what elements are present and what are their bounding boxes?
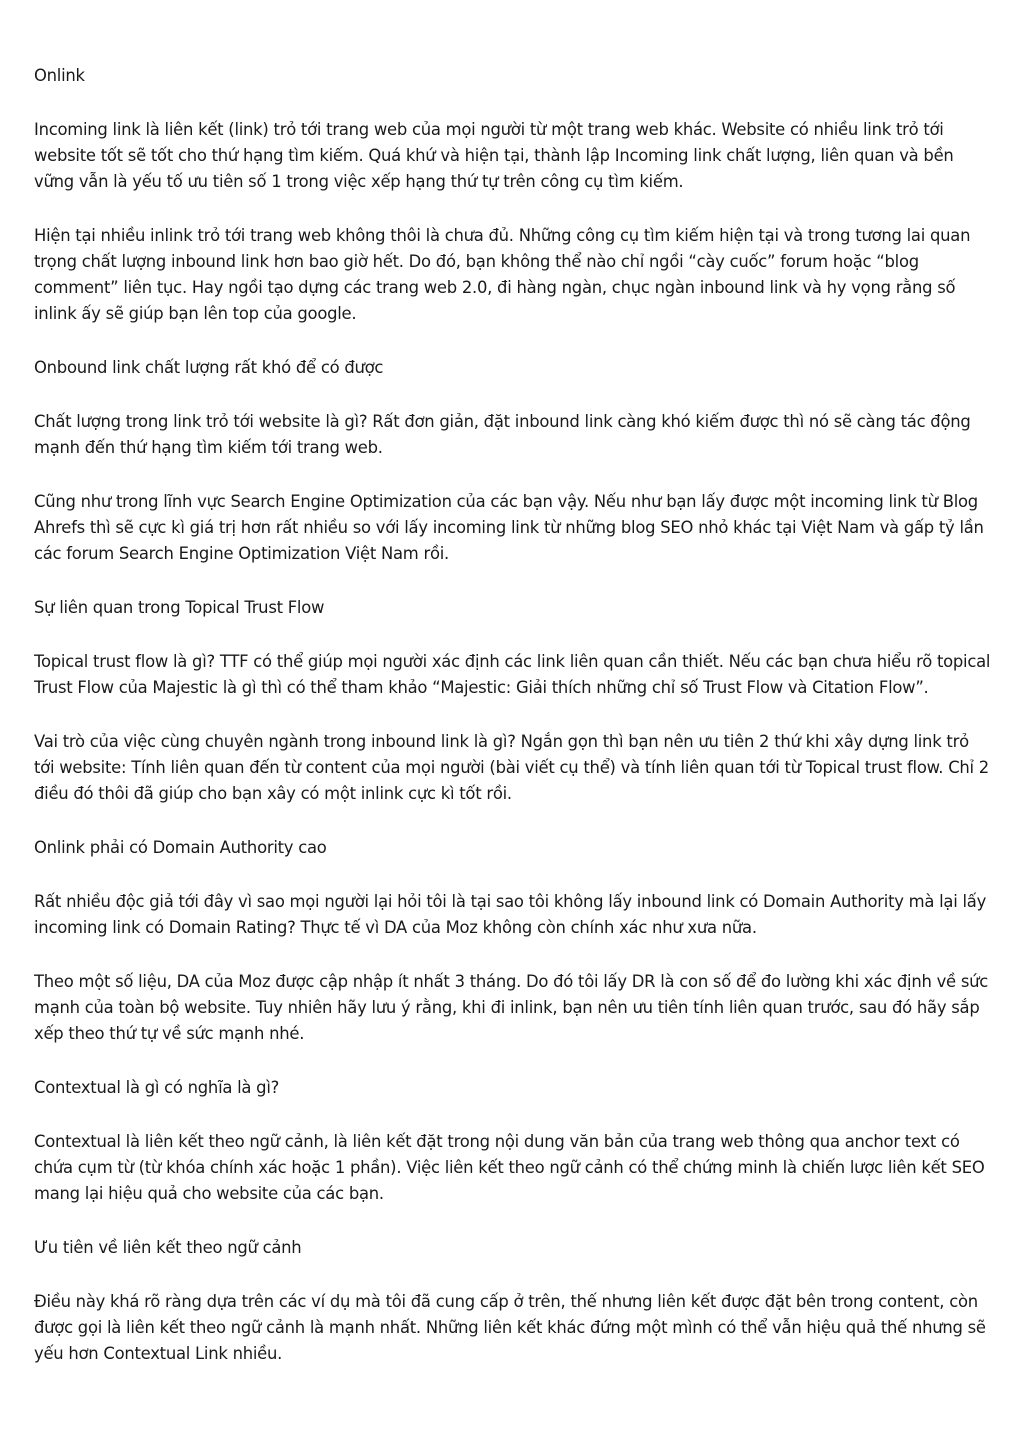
paragraph: Điều này khá rõ ràng dựa trên các ví dụ mà tôi đã cung cấp ở trên, thế nhưng liên kết được đặt bên trong content, còn được gọi là liên kết theo ngữ cảnh là mạnh nhất. Những liên kết khác đứng một mình có thể vẫn hiệu quả thế nhưng sẽ yếu hơn Contextual Link nhiều.: [34, 1292, 986, 1363]
paragraph: Theo một số liệu, DA của Moz được cập nhập ít nhất 3 tháng. Do đó tôi lấy DR là con số để đo lường khi xác định về sức mạnh của toàn bộ website. Tuy nhiên hãy lưu ý rằng, khi đi inlink, bạn nên ưu tiên tính liên quan trước, sau đó hãy sắp xếp theo thứ tự về sức mạnh nhé.: [34, 972, 989, 1043]
section-heading-contextual-priority: Ưu tiên về liên kết theo ngữ cảnh: [34, 1238, 302, 1257]
paragraph: Vai trò của việc cùng chuyên ngành trong inbound link là gì? Ngắn gọn thì bạn nên ưu tiên 2 thứ khi xây dựng link trỏ tới website: Tính liên quan đến từ content của mọi người (bài viết cụ thể) và tính liên quan tới từ Topical trust flow. Chỉ 2 điều đó thôi đã giúp cho bạn xây có một inlink cực kì tốt rồi.: [34, 732, 989, 803]
section-heading-topical-trust-flow: Sự liên quan trong Topical Trust Flow: [34, 598, 325, 617]
section-heading-onlink: Onlink: [34, 66, 85, 85]
paragraph: Contextual là liên kết theo ngữ cảnh, là liên kết đặt trong nội dung văn bản của trang web thông qua anchor text có chứa cụm từ (từ khóa chính xác hoặc 1 phần). Việc liên kết theo ngữ cảnh có thể chứng minh là chiến lược liên kết SEO mang lại hiệu quả cho website của các bạn.: [34, 1132, 985, 1203]
paragraph: Incoming link là liên kết (link) trỏ tới trang web của mọi người từ một trang web khác. Website có nhiều link trỏ tới website tốt sẽ tốt cho thứ hạng tìm kiếm. Quá khứ và hiện tại, thành lập Incoming link chất lượng, liên quan và bền vững vẫn là yếu tố ưu tiên số 1 trong việc xếp hạng thứ tự trên công cụ tìm kiếm.: [34, 120, 954, 191]
paragraph: Rất nhiều độc giả tới đây vì sao mọi người lại hỏi tôi là tại sao tôi không lấy inbound link có Domain Authority mà lại lấy incoming link có Domain Rating? Thực tế vì DA của Moz không còn chính xác như xưa nữa.: [34, 892, 987, 937]
section-heading-contextual: Contextual là gì có nghĩa là gì?: [34, 1078, 280, 1097]
section-heading-domain-authority: Onlink phải có Domain Authority cao: [34, 838, 327, 857]
section-heading-onbound-link: Onbound link chất lượng rất khó để có được: [34, 358, 384, 377]
paragraph: Hiện tại nhiều inlink trỏ tới trang web không thôi là chưa đủ. Những công cụ tìm kiếm hiện tại và trong tương lai quan trọng chất lượng inbound link hơn bao giờ hết. Do đó, bạn không thể nào chỉ ngồi “cày cuốc” forum hoặc “blog comment” liên tục. Hay ngồi tạo dựng các trang web 2.0, đi hàng ngàn, chục ngàn inbound link và hy vọng rằng số inlink ấy sẽ giúp bạn lên top của google.: [34, 226, 971, 323]
paragraph: Topical trust flow là gì? TTF có thể giúp mọi người xác định các link liên quan cần thiết. Nếu các bạn chưa hiểu rõ topical Trust Flow của Majestic là gì thì có thể tham khảo “Majestic: Giải thích những chỉ số Trust Flow và Citation Flow”.: [34, 652, 991, 697]
paragraph: Cũng như trong lĩnh vực Search Engine Optimization của các bạn vậy. Nếu như bạn lấy được một incoming link từ Blog Ahrefs thì sẽ cực kì giá trị hơn rất nhiều so với lấy incoming link từ những blog SEO nhỏ khác tại Việt Nam và gấp tỷ lần các forum Search Engine Optimization Việt Nam rồi.: [34, 492, 984, 563]
paragraph: Chất lượng trong link trỏ tới website là gì? Rất đơn giản, đặt inbound link càng khó kiếm được thì nó sẽ càng tác động mạnh đến thứ hạng tìm kiếm tới trang web.: [34, 412, 971, 457]
document-page: [34, 63, 994, 1395]
